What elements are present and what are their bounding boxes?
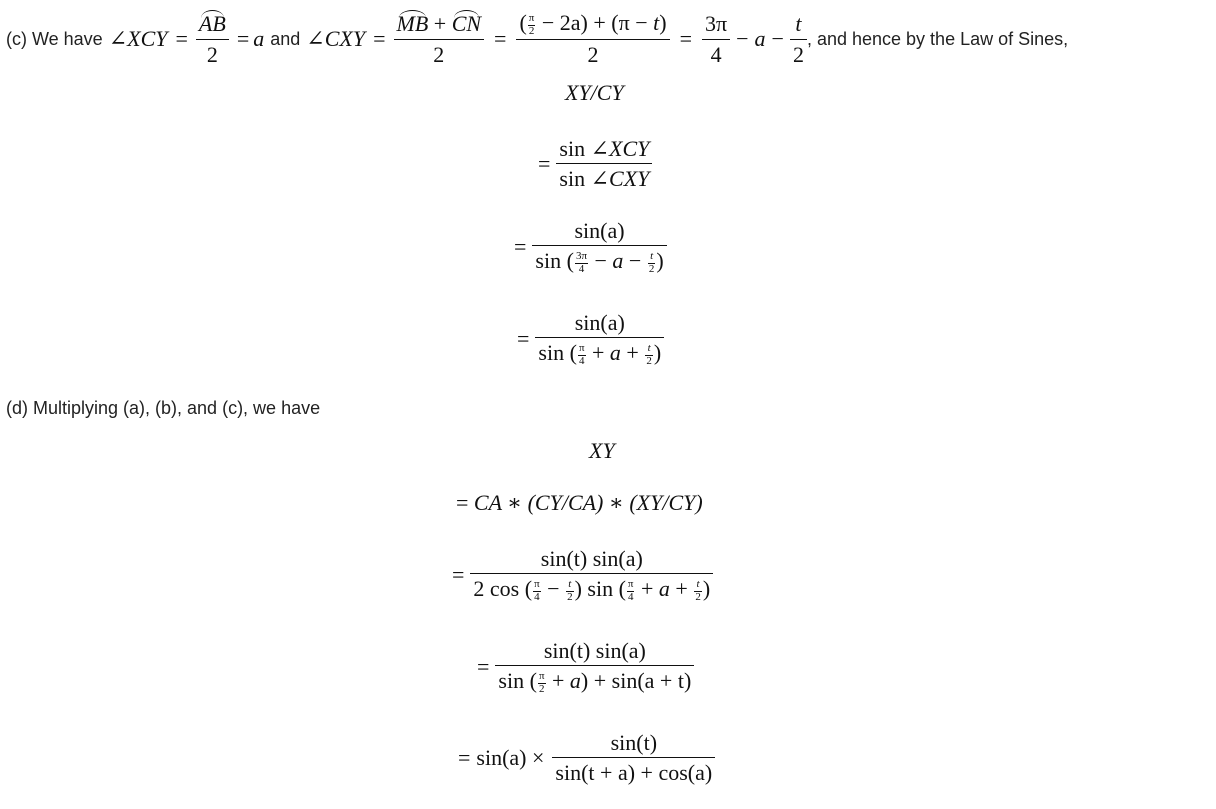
- part-c-and: and: [270, 28, 301, 49]
- sine-ratio-step-2: = sin(a) sin ( $\frac{\pi}{4}$ + a + $\frac{t}{2}$ ): [517, 310, 664, 367]
- final-result: = sin(a) × $\frac{\sin(t)}{\sin(t + a) + \cos(a)}$: [458, 730, 715, 786]
- law-of-sines-step: = $\frac{\text{sin ∠XCY}}{\text{sin ∠CXY}}$: [538, 136, 652, 192]
- part-c-statement: (c) We have ∠XCY = $\frac{AB}{2}$ = a and ∠CXY = $\frac{MB + CN}{2}$ = ( $\frac{\pi}{2}$ − 2a) + (π − t) 2 = $\frac{3\pi}{4}$ − a − $\frac{t}{2}$ , and hence by the Law of Sines,: [6, 10, 1069, 68]
- sine-ratio-step-1: = sin(a) sin ( $\frac{3\pi}{4}$ − a − $\frac{t}{2}$ ): [514, 218, 667, 275]
- three-pi-over-four: $\frac{3\pi}{4}$: [702, 11, 730, 67]
- angle-sum-fraction: ( $\frac{\pi}{2}$ − 2a) + (π − t) 2: [516, 10, 669, 67]
- t-over-two: $\frac{t}{2}$: [790, 11, 807, 67]
- angle-cxy-expr: ∠CXY: [306, 26, 366, 51]
- part-c-lead: (c) We have: [6, 28, 103, 49]
- var-a: a: [253, 26, 265, 51]
- arc-ab-fraction: $\frac{AB}{2}$: [196, 11, 229, 67]
- arc-sum-fraction: $\frac{MB + CN}{2}$: [394, 11, 485, 67]
- product-line: = CA ∗ (CY/CA) ∗ (XY/CY): [456, 490, 703, 515]
- xy-symbol: XY: [589, 438, 615, 463]
- product-fraction-step-1: = sin(t) sin(a) 2 cos ( $\frac{\pi}{4}$ − $\frac{t}{2}$ ) sin ( $\frac{\pi}{4}$ + a + $\frac{t}{2}$ ): [452, 546, 713, 603]
- ratio-xy-cy: XY/CY: [565, 80, 624, 105]
- angle-xcy-expr: ∠XCY: [108, 26, 168, 51]
- part-d-lead: (d) Multiplying (a), (b), and (c), we have: [6, 398, 321, 418]
- product-fraction-step-2: = sin(t) sin(a) sin ( $\frac{\pi}{2}$ + a) + sin(a + t): [477, 638, 694, 695]
- part-c-tail: , and hence by the Law of Sines,: [806, 28, 1069, 49]
